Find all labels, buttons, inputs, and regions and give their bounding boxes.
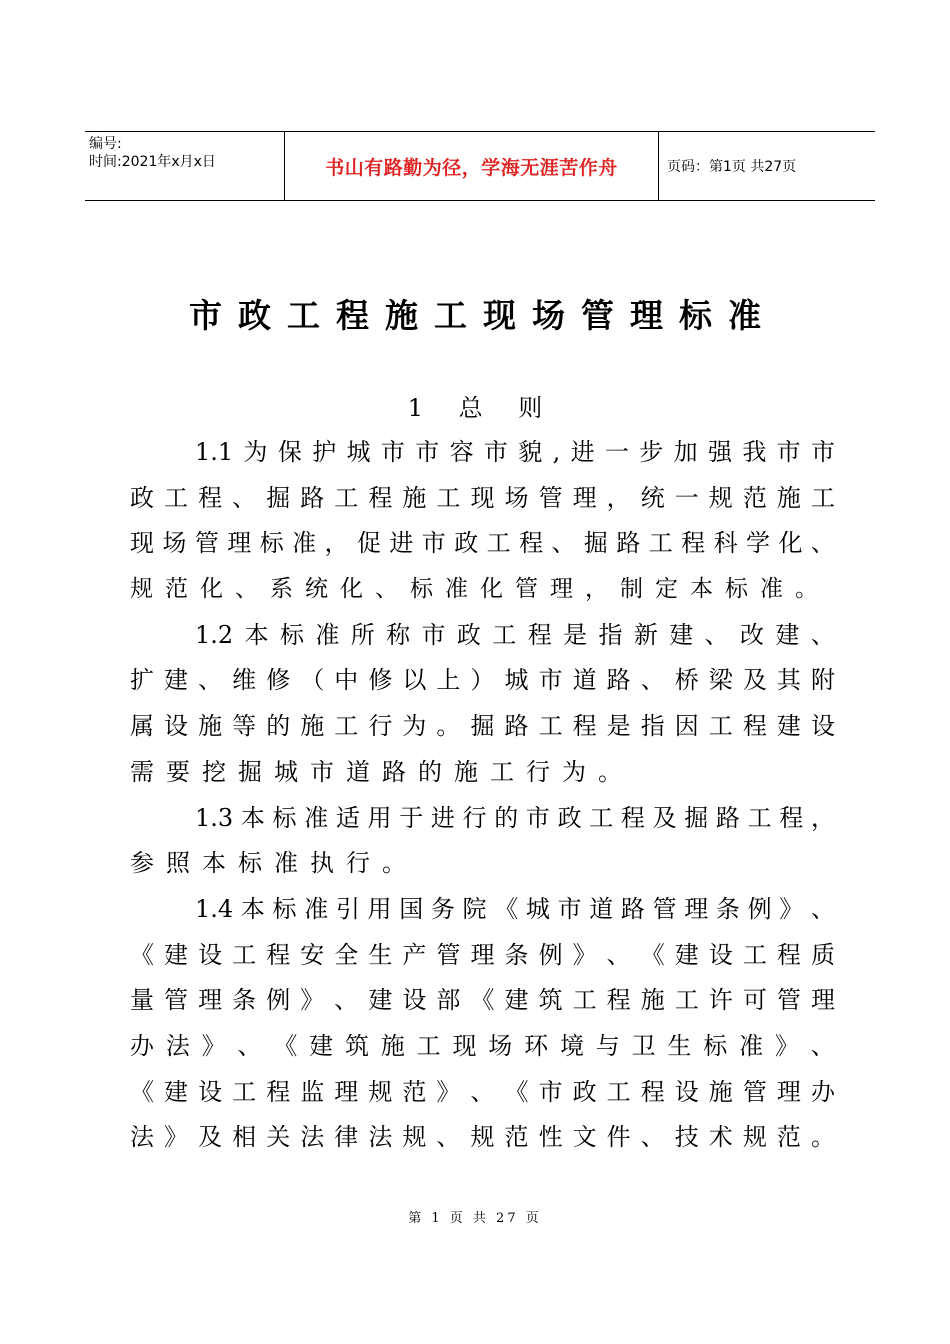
body-line: 现 场 管 理 标 准 ， 促 进 市 政 工 程 、 掘 路 工 程 科 学 化 、 <box>130 529 835 558</box>
body-line: 参 照 本 标 准 执 行 。 <box>130 849 418 878</box>
body-line: 规 范 化 、 系 统 化 、 标 准 化 管 理 ， 制 定 本 标 准 。 <box>130 576 830 603</box>
body-line: 属 设 施 等 的 施 工 行 为 。 掘 路 工 程 是 指 因 工 程 建 设 <box>130 712 835 741</box>
body-line: 量 管 理 条 例 》 、 建 设 部 《 建 筑 工 程 施 工 许 可 管 理 <box>130 986 835 1015</box>
header-motto: 书山有路勤为径，学海无涯苦作舟 <box>325 156 618 179</box>
body-text <box>130 430 835 1161</box>
body-line: 《 建 设 工 程 安 全 生 产 管 理 条 例 》 、 《 建 设 工 程 质 <box>130 940 835 969</box>
body-line: 1.3 本 标 准 适 用 于 进 行 的 市 政 工 程 及 掘 路 工 程 ， <box>195 803 835 832</box>
body-line: 1.2 本 标 准 所 称 市 政 工 程 是 指 新 建 、 改 建 、 <box>195 620 835 649</box>
body-line: 扩 建 、 维 修 （ 中 修 以 上 ） 城 市 道 路 、 桥 梁 及 其 附 <box>130 666 835 695</box>
body-line: 需 要 挖 掘 城 市 道 路 的 施 工 行 为 。 <box>130 757 634 786</box>
document-title: 市政工程施工现场管理标准 <box>189 296 777 335</box>
header-motto-cell <box>285 132 659 200</box>
number-label: 编号: <box>89 136 122 152</box>
body-line: 政 工 程 、 掘 路 工 程 施 工 现 场 管 理 ， 统 一 规 范 施 工 <box>130 483 835 512</box>
document-header <box>85 131 875 201</box>
header-page-info: 页码：第1页 共27页 <box>667 159 797 175</box>
body-line: 《 建 设 工 程 监 理 规 范 》 、 《 市 政 工 程 设 施 管 理 办 <box>130 1077 835 1106</box>
body-line: 法 》 及 相 关 法 律 法 规 、 规 范 性 文 件 、 技 术 规 范 。 <box>130 1123 835 1152</box>
time-label: 时间:2021年x月x日 <box>89 154 216 170</box>
page-footer: 第 1 页 共 27 页 <box>408 1211 542 1226</box>
body-line: 办 法 》 、 《 建 筑 施 工 现 场 环 境 与 卫 生 标 准 》 、 <box>130 1031 835 1060</box>
section-heading: 1 总 则 <box>407 394 557 422</box>
body-line: 1.1 为 保 护 城 市 市 容 市 貌 , 进 一 步 加 强 我 市 市 <box>195 438 835 466</box>
header-meta <box>85 132 285 200</box>
body-line: 1.4 本 标 准 引 用 国 务 院 《 城 市 道 路 管 理 条 例 》 、 <box>195 894 835 923</box>
